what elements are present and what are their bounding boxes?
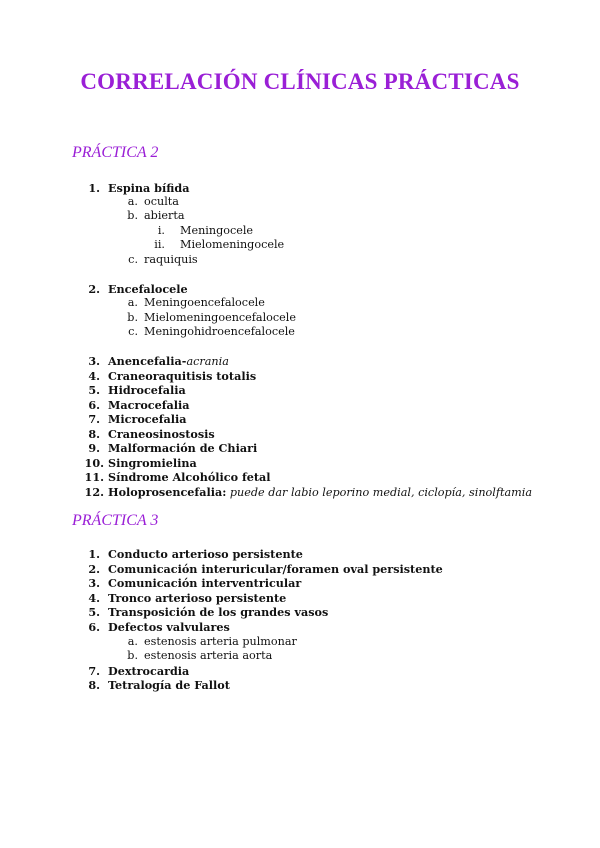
- item-label: Malformación de Chiari: [108, 441, 258, 455]
- sub-item-number: c.: [128, 325, 138, 338]
- item-number: 6.: [88, 620, 100, 634]
- item-number: 5.: [88, 605, 100, 619]
- section-heading-practica-3: PRÁCTICA 3: [72, 512, 159, 529]
- item-number: 3.: [88, 354, 100, 368]
- item-label: Craneosinostosis: [108, 427, 215, 441]
- sub-item-label: Meningohidroencefalocele: [144, 325, 295, 338]
- item-label: Defectos valvulares: [108, 620, 230, 634]
- item-number: 7.: [88, 664, 100, 678]
- item-label: Tronco arterioso persistente: [108, 591, 287, 605]
- sub-item-label: oculta: [144, 195, 179, 208]
- sub-item-label: raquiquis: [144, 253, 198, 266]
- item-label: Espina bífida: [108, 181, 190, 195]
- item-number: 2.: [88, 562, 100, 576]
- sub-sub-item-number: ii.: [154, 238, 165, 251]
- section-heading-practica-2: PRÁCTICA 2: [72, 144, 159, 161]
- item-note: acrania: [186, 355, 229, 368]
- sub-item-label: estenosis arteria aorta: [144, 649, 273, 662]
- sub-item-label: estenosis arteria pulmonar: [144, 635, 297, 648]
- item-label: Conducto arterioso persistente: [108, 547, 303, 561]
- item-label: Síndrome Alcohólico fetal: [108, 470, 271, 484]
- item-number: 12.: [84, 485, 104, 499]
- sub-item-number: b.: [127, 649, 138, 662]
- page-title: CORRELACIÓN CLÍNICAS PRÁCTICAS: [80, 69, 520, 94]
- item-label: Hidrocefalia: [108, 383, 186, 397]
- item-number: 6.: [88, 398, 100, 412]
- item-label: Macrocefalia: [108, 398, 190, 412]
- item-number: 9.: [88, 441, 100, 455]
- item-label: Dextrocardia: [108, 664, 190, 678]
- item-label: Encefalocele: [108, 282, 188, 296]
- item-label: Comunicación interventricular: [108, 576, 302, 590]
- sub-item-number: c.: [128, 253, 138, 266]
- item-number: 8.: [88, 427, 100, 441]
- item-label: Transposición de los grandes vasos: [108, 605, 329, 619]
- item-number: 1.: [88, 547, 100, 561]
- sub-item-number: a.: [127, 195, 138, 208]
- item-number: 2.: [88, 282, 100, 296]
- sub-item-number: b.: [127, 209, 138, 222]
- item-number: 5.: [88, 383, 100, 397]
- sub-item-label: Meningoencefalocele: [144, 296, 265, 309]
- sub-item-label: abierta: [144, 209, 185, 222]
- item-number: 4.: [88, 591, 100, 605]
- sub-item-label: Mielomeningoencefalocele: [144, 311, 297, 324]
- sub-item-number: a.: [127, 635, 138, 648]
- item-number: 7.: [88, 412, 100, 426]
- item-number: 8.: [88, 678, 100, 692]
- item-label: Microcefalia: [108, 412, 187, 426]
- item-label: Anencefalia-acrania: [108, 354, 229, 368]
- item-label: Craneoraquitisis totalis: [108, 369, 257, 383]
- item-number: 1.: [88, 181, 100, 195]
- item-label: Comunicación interuricular/foramen oval persistente: [108, 562, 443, 576]
- sub-item-number: a.: [127, 296, 138, 309]
- item-number: 11.: [84, 470, 104, 484]
- item-number: 4.: [88, 369, 100, 383]
- sub-sub-item-label: Meningocele: [180, 224, 254, 237]
- item-note: puede dar labio leporino medial, ciclopía, sinolftamia: [226, 486, 533, 499]
- item-label: Singromielina: [108, 456, 197, 470]
- sub-sub-item-number: i.: [157, 224, 165, 237]
- item-number: 10.: [84, 456, 104, 470]
- sub-item-number: b.: [127, 311, 138, 324]
- sub-sub-item-label: Mielomeningocele: [180, 238, 285, 251]
- item-label: Tetralogía de Fallot: [108, 678, 230, 692]
- item-label: Holoprosencefalia: puede dar labio leporino medial, ciclopía, sinolftamia: [108, 485, 533, 499]
- item-number: 3.: [88, 576, 100, 590]
